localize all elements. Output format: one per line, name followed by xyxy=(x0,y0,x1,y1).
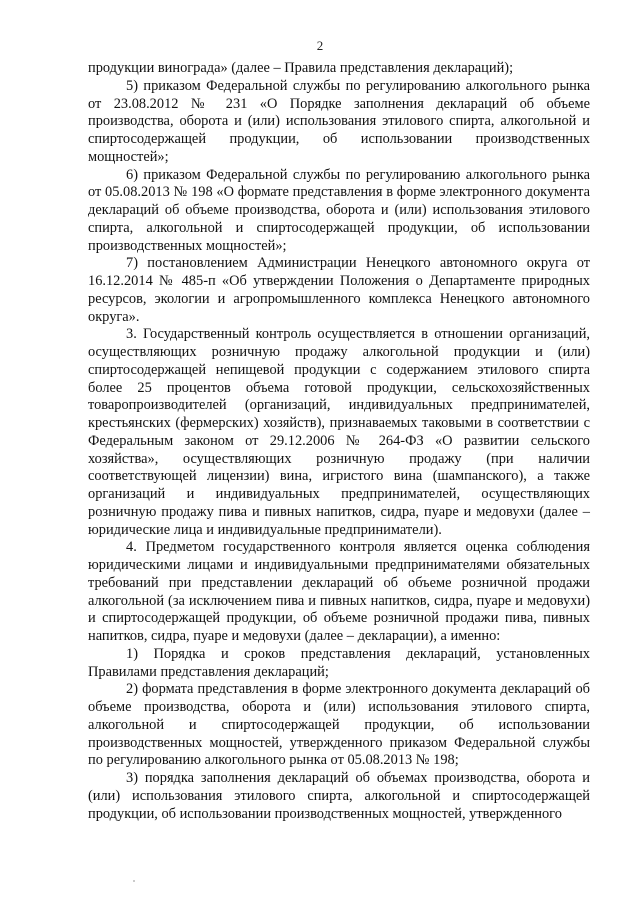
paragraph-subitem-3: 3) порядка заполнения деклараций об объемах производства, оборота и (или) использования этилового спирта, алкогольной и спиртосодержащей продукции, об использовании производственных мощностей, утвержденного xyxy=(88,770,590,822)
paragraph-item-7: 7) постановлением Администрации Ненецкого автономного округа от 16.12.2014 № 485-п «Об утверждении Положения о Департаменте природных ресурсов, экологии и агропромышленного комплекса Ненецкого автономного округа». xyxy=(88,255,590,325)
paragraph-item-5: 5) приказом Федеральной службы по регулированию алкогольного рынка от 23.08.2012 № 231 «О Порядке заполнения деклараций об объеме производства, оборота и (или) использования этилового спирта, алкогольной и спиртосодержащей продукции, об использовании производственных мощностей»; xyxy=(88,77,590,165)
paragraph-continuation: продукции винограда» (далее – Правила представления деклараций); xyxy=(88,60,514,76)
paragraph-subitem-1: 1) Порядка и сроков представления деклараций, установленных Правилами представления деклараций; xyxy=(88,645,590,680)
paragraph-item-6: 6) приказом Федеральной службы по регулированию алкогольного рынка от 05.08.2013 № 198 «О формате представления в форме электронного документа деклараций об объеме производства, оборота и (или) использования этилового спирта, алкогольной и спиртосодержащей продукции, об использовании производственных мощностей»; xyxy=(88,166,590,254)
page-number: 2 xyxy=(316,38,324,53)
paragraph-subitem-2: 2) формата представления в форме электронного документа деклараций об объеме производства, оборота и (или) использования этилового спирта, алкогольной и спиртосодержащей продукции, об использовании производственных мощностей, утвержденного приказом Федеральной службы по регулированию алкогольного рынка от 05.08.2013 № 198; xyxy=(88,681,590,769)
scan-speck xyxy=(133,880,135,882)
paragraph-section-4: 4. Предметом государственного контроля является оценка соблюдения юридическими лицами и индивидуальными предпринимателями обязательных требований при представлении деклараций об объеме розничной продажи алкогольной (за исключением пива и пивных напитков, сидра, пуаре и медовухи) и спиртосодержащей продукции, об объеме розничной продажи пива, пивных напитков, сидра, пуаре и медовухи (далее – декларации), а именно: xyxy=(88,539,590,644)
document-body xyxy=(88,60,590,823)
paragraph-section-3: 3. Государственный контроль осуществляется в отношении организаций, осуществляющих розничную продажу алкогольной продукции и (или) спиртосодержащей непищевой продукции с содержанием этилового спирта более 25 процентов объема готовой продукции, сельскохозяйственных товаропроизводителей (организаций, индивидуальных предпринимателей, крестьянских (фермерских) хозяйств), признаваемых таковыми в соответствии с Федеральным законом от 29.12.2006 № 264-ФЗ «О развитии сельского хозяйства», осуществляющих розничную продажу (при наличии соответствующей лицензии) вина, игристого вина (шампанского), а также организаций и индивидуальных предпринимателей, осуществляющих розничную продажу пива и пивных напитков, сидра, пуаре и медовухи (далее – юридические лица и индивидуальные предприниматели). xyxy=(88,326,590,538)
